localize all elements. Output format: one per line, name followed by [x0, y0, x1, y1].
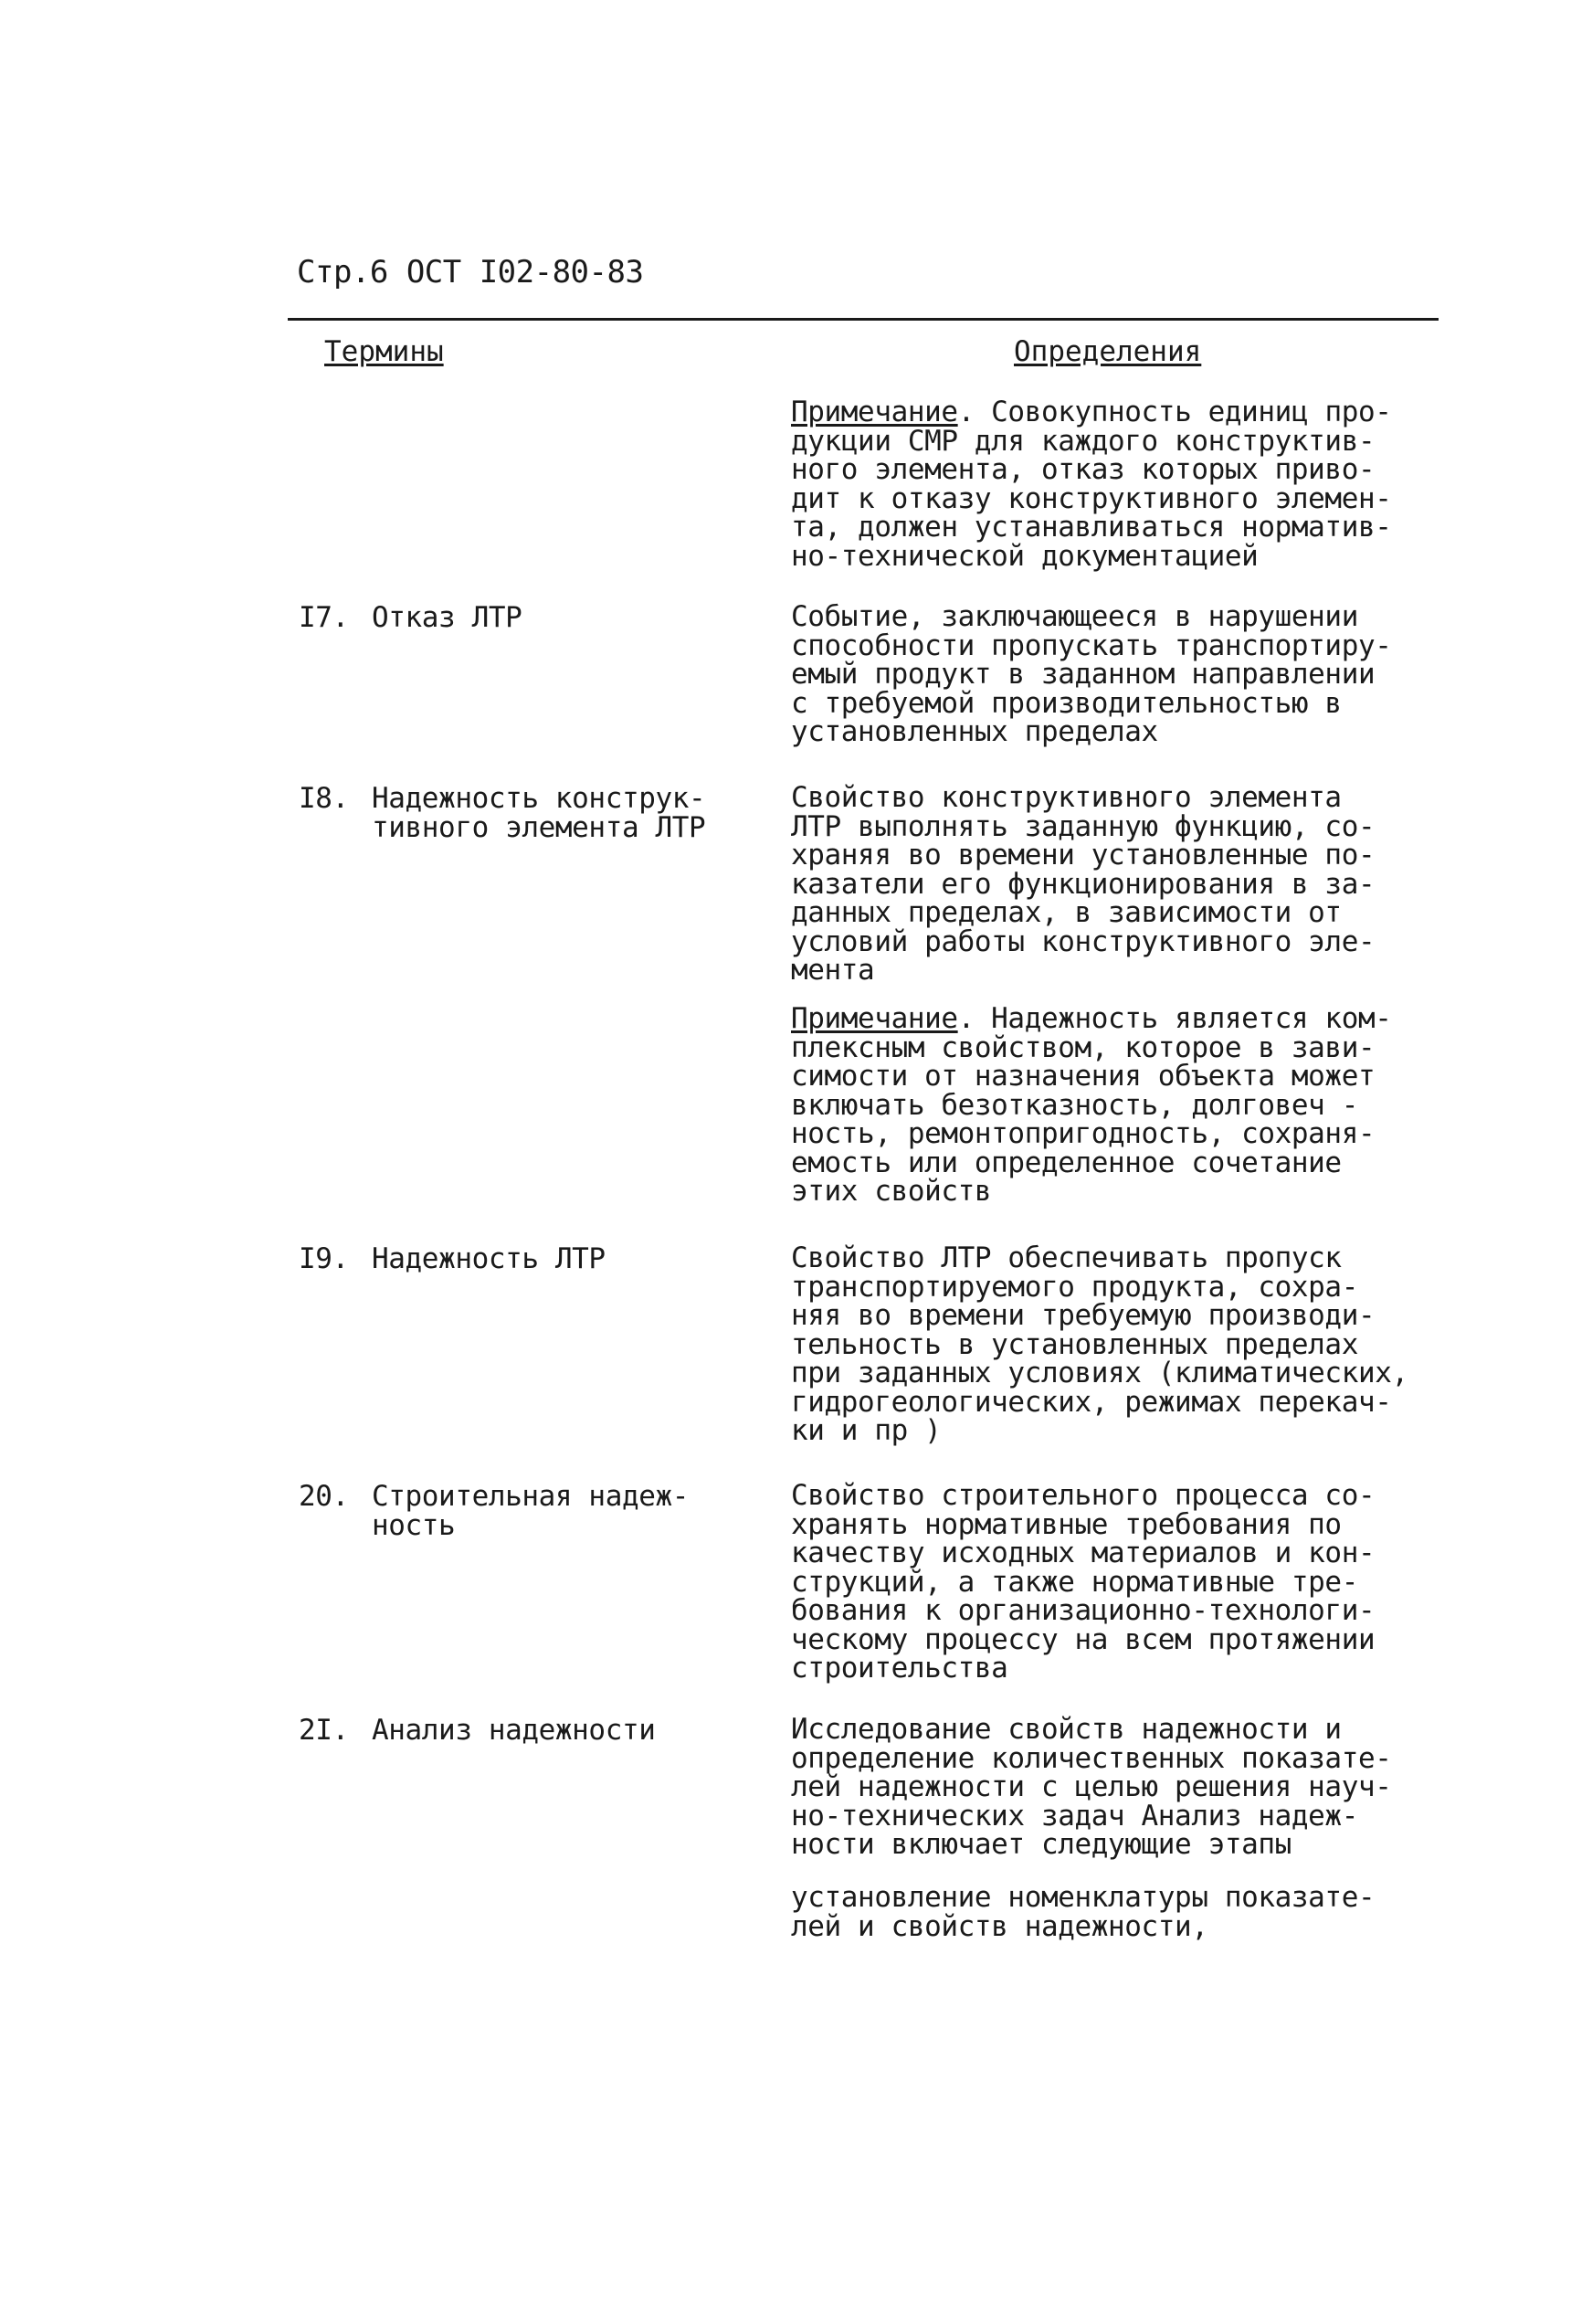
term-number: 2I.	[299, 1714, 349, 1747]
definition-20: Свойство строительного процесса со- хранять нормативные требования по качеству исходных материалов и кон- струкций, а также нормативные тре- бования к организационно-технологи- ческому процессу на всем протяжении строительства	[791, 1479, 1376, 1685]
term-text: Надежность конструк- тивного элемента ЛТР	[372, 782, 706, 844]
term-number: I7.	[299, 601, 349, 634]
term-text: Анализ надежности	[372, 1714, 656, 1747]
term-text: Надежность ЛТР	[372, 1242, 606, 1275]
column-header-definitions: Определения	[1014, 335, 1202, 368]
term-row-19	[299, 1244, 764, 1273]
term-row-20	[299, 1482, 764, 1540]
term-number: I8.	[299, 782, 349, 815]
term-text: Строительная надеж- ность	[372, 1480, 690, 1542]
definition-21-continuation: установление номенклатуры показате- лей и свойств надежности,	[791, 1881, 1376, 1943]
term-number: I9.	[299, 1242, 349, 1275]
term-number: 20.	[299, 1480, 349, 1513]
note-label: Примечание	[791, 1002, 958, 1035]
note-label: Примечание	[791, 396, 958, 428]
definition-18: Свойство конструктивного элемента ЛТР выполнять заданную функцию, со- храняя во времени установленные по- казатели его функционирования в за- данных пределах, в зависимости от условий работы конструктивного эле- мента	[791, 781, 1376, 987]
page-header: Стр.6 ОСТ I02-80-83	[297, 254, 644, 290]
definition-17: Событие, заключающееся в нарушении способности пропускать транспортиру- емый продукт в заданном направлении с требуемой производительностью в установленных пределах	[791, 600, 1392, 748]
definition-note-1	[791, 398, 1485, 571]
column-header-terms: Термины	[324, 335, 444, 368]
term-row-21	[299, 1716, 764, 1745]
table-top-rule	[288, 318, 1439, 321]
note-text: . Надежность является ком- плексным свойством, которое в зави- симости от назначения объекта может включать безотказность, долговеч - ность, ремонтопригодность, сохраня- емость или определенное сочетание этих свойств	[791, 1002, 1392, 1208]
term-row-17	[299, 603, 764, 632]
note-text: . Совокупность единиц про- дукции СМР для каждого конструктив- ного элемента, отказ которых приво- дит к отказу конструктивного элемен- та, должен устанавливаться норматив- но-технической документацией	[791, 396, 1392, 573]
term-text: Отказ ЛТР	[372, 601, 522, 634]
term-row-18	[299, 784, 764, 842]
definition-note-2	[791, 1002, 1485, 1208]
definition-21: Исследование свойств надежности и определение количественных показате- лей надежности с целью решения науч- но-технических задач Анализ надеж- ности включает следующие этапы	[791, 1713, 1392, 1861]
definition-19: Свойство ЛТР обеспечивать пропуск транспортируемого продукта, сохра- няя во времени требуемую производи- тельность в установленных пределах при заданных условиях (климатических, гидрогеологических, режимах перекач- ки и пр )	[791, 1241, 1408, 1447]
